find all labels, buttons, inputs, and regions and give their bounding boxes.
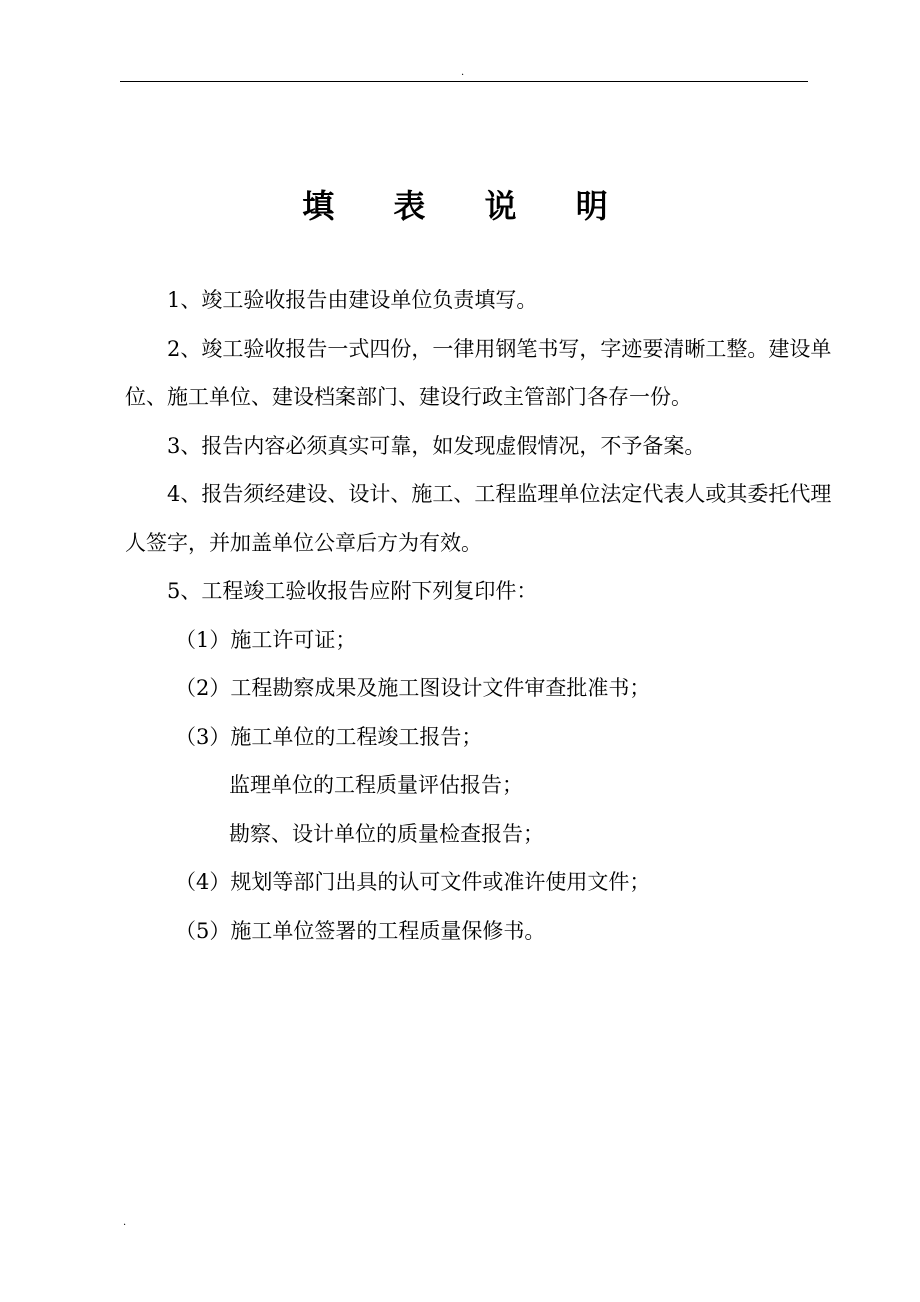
attachment-4: （4）规划等部门出具的认可文件或准许使用文件； (175, 870, 651, 894)
attachment-5: （5）施工单位签署的工程质量保修书。 (175, 918, 546, 943)
attachment-3-supervision: 监理单位的工程质量评估报告； (229, 773, 523, 797)
instruction-1: 1、竣工验收报告由建设单位负责填写。 (167, 288, 538, 312)
attachment-3-survey-design: 勘察、设计单位的质量检查报告； (229, 821, 544, 846)
instructions-body (125, 276, 850, 955)
instruction-2: 2、竣工验收报告一式四份，一律用钢笔书写，字迹要清晰工整。建设单位、施工单位、建设档案部门、建设行政主管部门各存一份。 (125, 336, 832, 409)
header-mark: . (461, 67, 465, 78)
attachment-3: （3）施工单位的工程竣工报告； (175, 724, 483, 749)
instruction-5: 5、工程竣工验收报告应附下列复印件： (167, 579, 538, 603)
footer-mark: . (123, 1217, 127, 1228)
attachment-1: （1）施工许可证； (175, 627, 357, 652)
instruction-3: 3、报告内容必须真实可靠，如发现虚假情况，不予备案。 (167, 433, 706, 458)
header-rule (120, 81, 808, 82)
instruction-4: 4、报告须经建设、设计、施工、工程监理单位法定代表人或其委托代理人签字，并加盖单位公章后方为有效。 (125, 482, 832, 555)
page-title: 填 表 说 明 (302, 187, 618, 225)
attachment-2: （2）工程勘察成果及施工图设计文件审查批准书； (175, 676, 651, 700)
